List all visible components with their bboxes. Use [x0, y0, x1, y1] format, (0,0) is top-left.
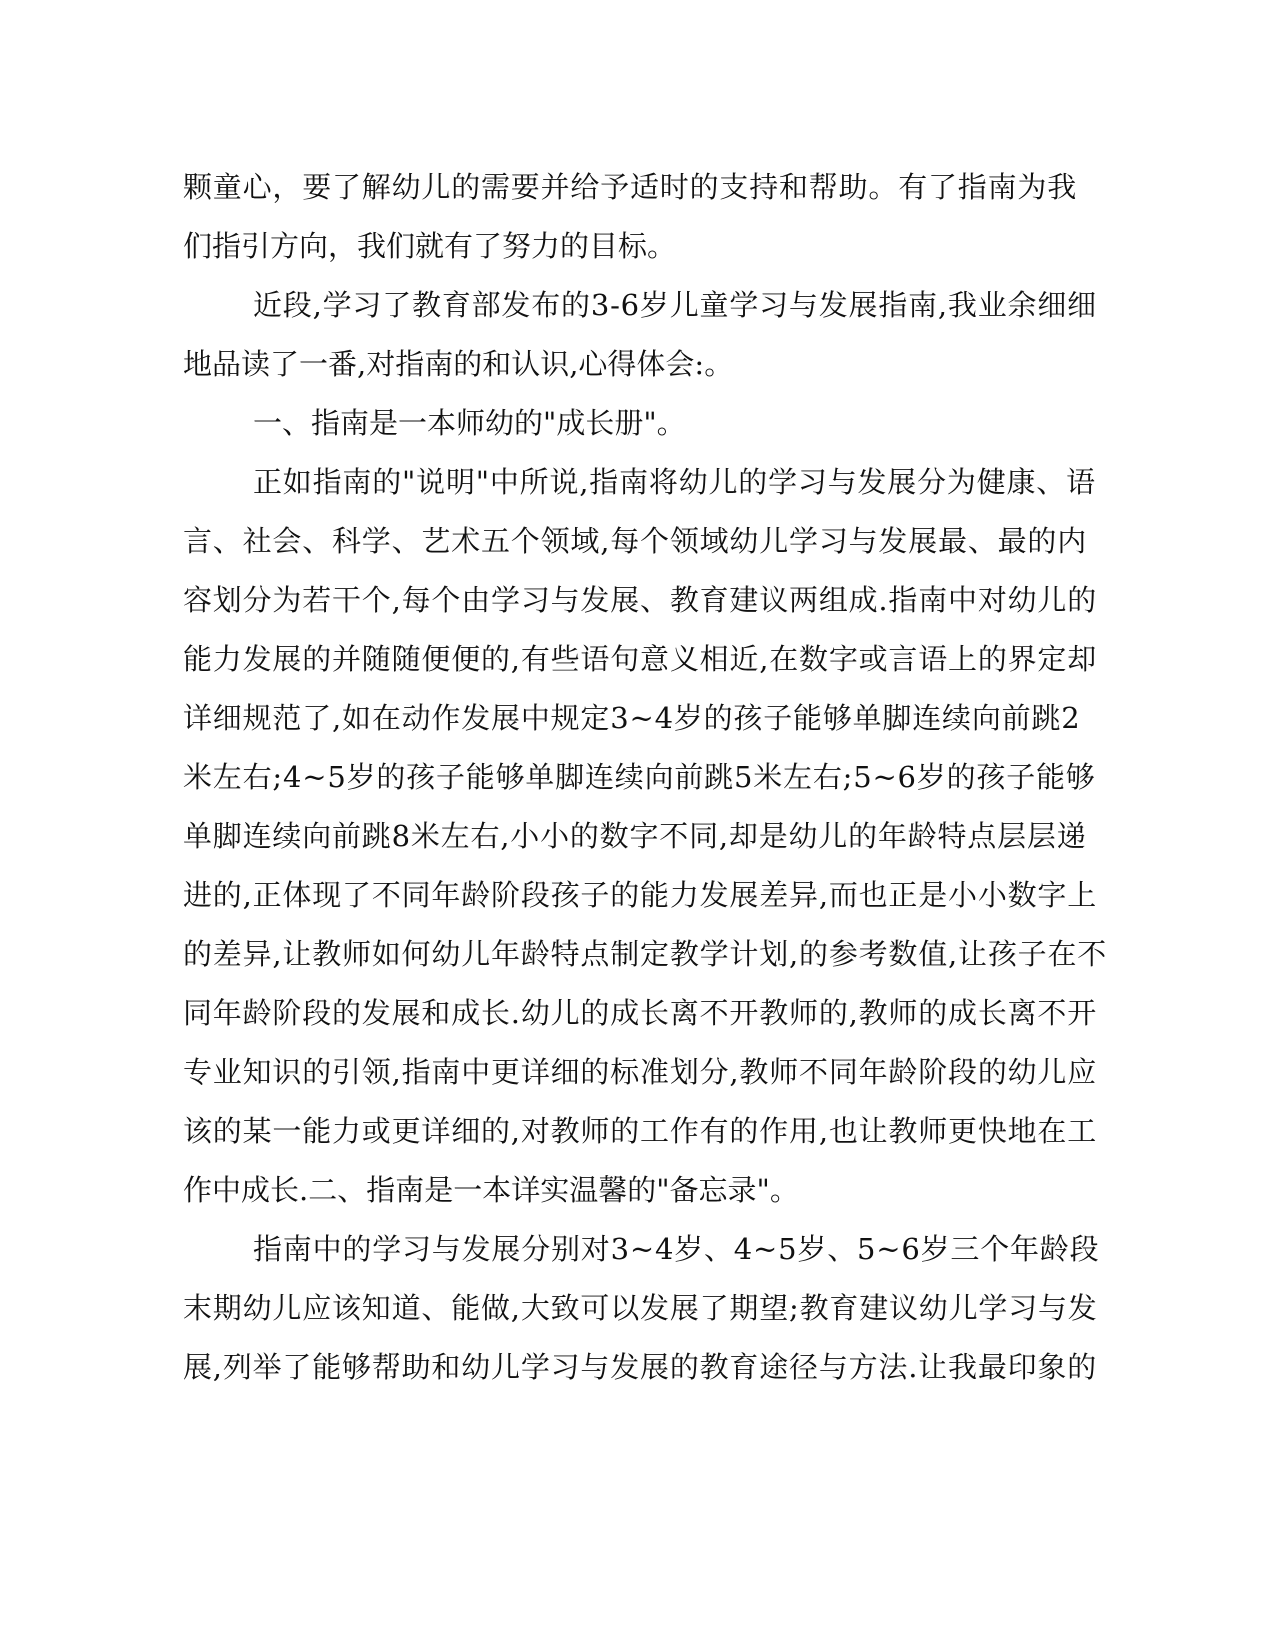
text-line: 该的某一能力或更详细的,对教师的工作有的作用,也让教师更快地在工: [183, 1114, 1098, 1148]
text-line: 单脚连续向前跳8米左右,小小的数字不同,却是幼儿的年龄特点层层递: [183, 819, 1087, 853]
paragraph-start-line: 近段,学习了教育部发布的3-6岁儿童学习与发展指南,我业余细细: [253, 288, 1097, 322]
text-line: 能力发展的并随随便便的,有些语句意义相近,在数字或言语上的界定却: [183, 642, 1098, 676]
text-line: 专业知识的引领,指南中更详细的标准划分,教师不同年龄阶段的幼儿应: [183, 1055, 1098, 1089]
document-body: [183, 158, 1108, 1397]
text-line: 的差异,让教师如何幼儿年龄特点制定教学计划,的参考数值,让孩子在不: [183, 937, 1108, 971]
text-line: 言、社会、科学、艺术五个领域,每个领域幼儿学习与发展最、最的内: [183, 524, 1088, 558]
text-line: 同年龄阶段的发展和成长.幼儿的成长离不开教师的,教师的成长离不开: [183, 996, 1098, 1030]
text-line: 作中成长.二、指南是一本详实温馨的"备忘录"。: [183, 1173, 799, 1207]
text-line: 详细规范了,如在动作发展中规定3~4岁的孩子能够单脚连续向前跳2: [183, 701, 1081, 735]
text-line: 地品读了一番,对指南的和认识,心得体会:。: [183, 347, 734, 381]
text-line: 们指引方向，我们就有了努力的目标。: [183, 229, 677, 263]
paragraph-start-line: 指南中的学习与发展分别对3~4岁、4~5岁、5~6岁三个年龄段: [253, 1232, 1100, 1266]
text-line: 展,列举了能够帮助和幼儿学习与发展的教育途径与方法.让我最印象的: [183, 1350, 1098, 1384]
text-line: 容划分为若干个,每个由学习与发展、教育建议两组成.指南中对幼儿的: [183, 583, 1098, 617]
text-line: 末期幼儿应该知道、能做,大致可以发展了期望;教育建议幼儿学习与发: [183, 1291, 1098, 1325]
paragraph-start-line: 正如指南的"说明"中所说,指南将幼儿的学习与发展分为健康、语: [253, 465, 1096, 499]
text-line: 颗童心，要了解幼儿的需要并给予适时的支持和帮助。有了指南为我: [183, 170, 1078, 204]
section-heading: 一、指南是一本师幼的"成长册"。: [253, 406, 686, 440]
text-line: 进的,正体现了不同年龄阶段孩子的能力发展差异,而也正是小小数字上: [183, 878, 1098, 912]
text-line: 米左右;4~5岁的孩子能够单脚连续向前跳5米左右;5~6岁的孩子能够: [183, 760, 1096, 794]
